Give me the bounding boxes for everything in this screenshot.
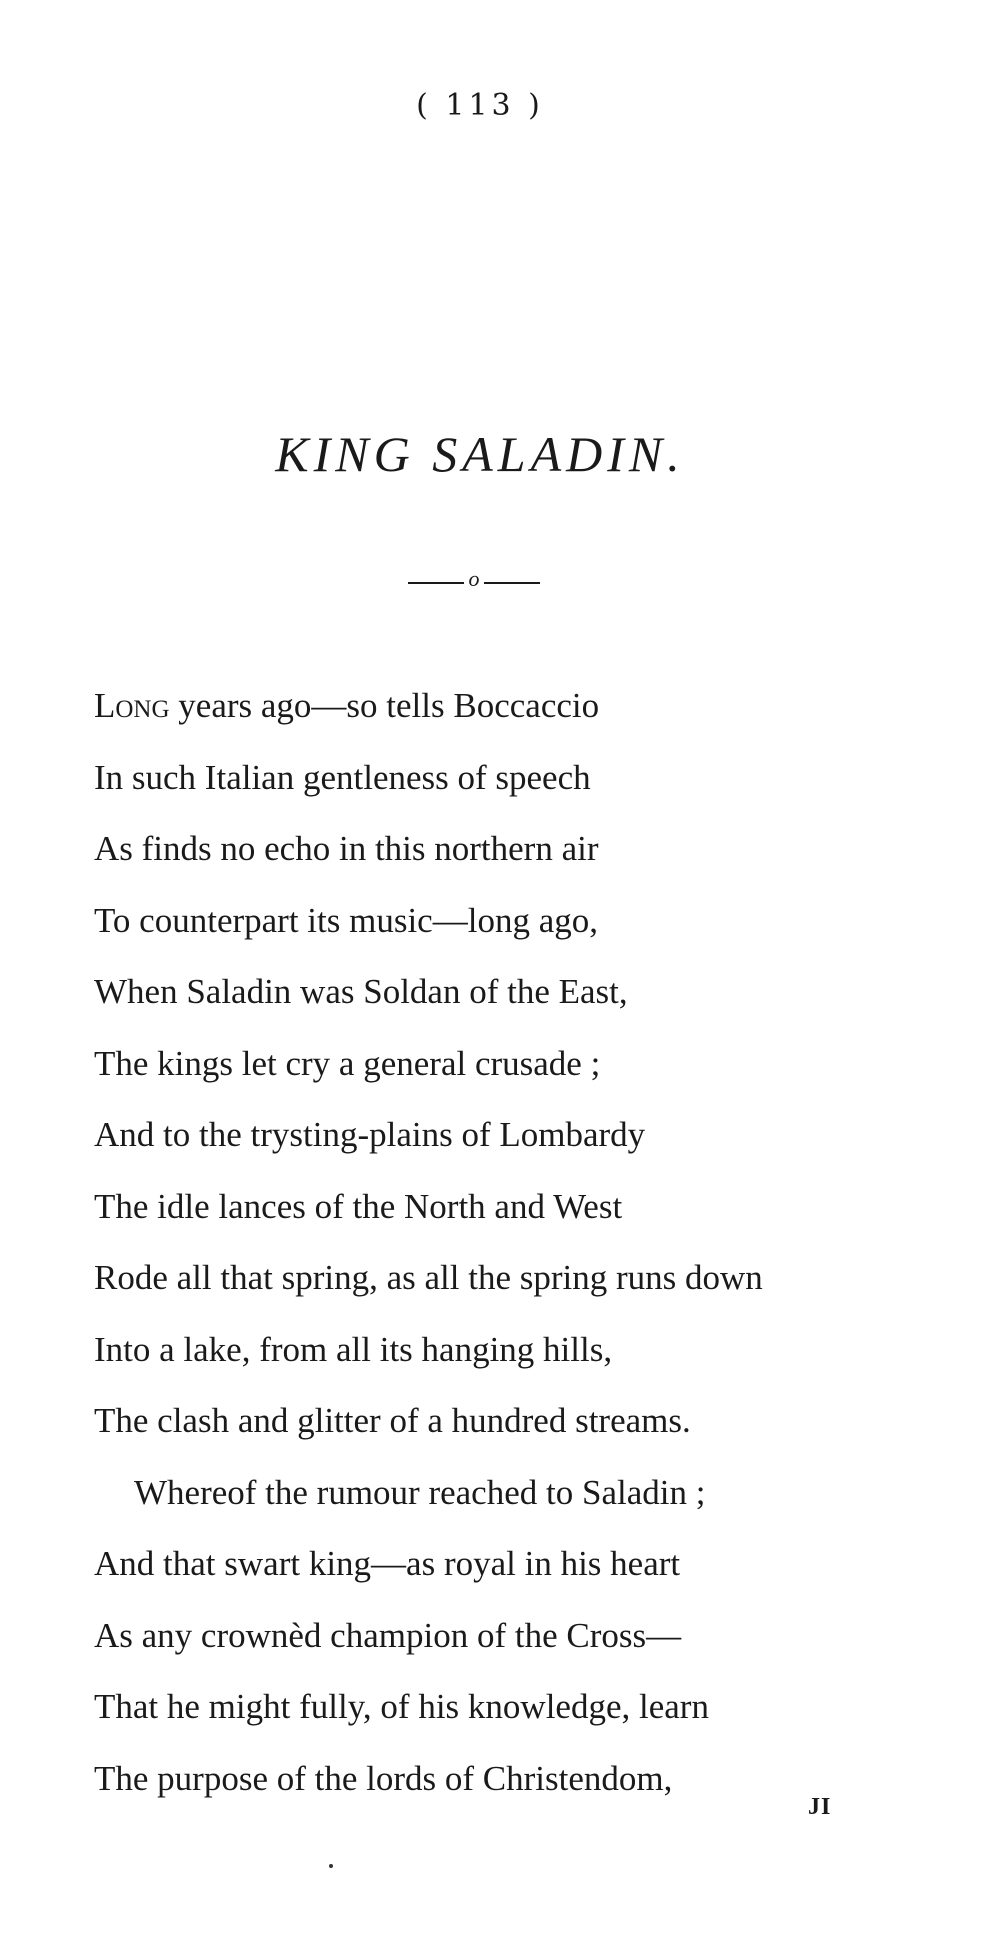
poem-line: As any crownèd champion of the Cross— [94, 1615, 682, 1655]
poem-line: And to the trysting-plains of Lombardy [94, 1115, 646, 1154]
poem-line: Into a lake, from all its hanging hills, [94, 1329, 613, 1369]
poem-line: The clash and glitter of a hundred streams. [94, 1401, 691, 1440]
ornament-mark: o [468, 566, 480, 591]
opening-word: Long [94, 686, 170, 725]
poem-line: In such Italian gentleness of speech [94, 757, 591, 797]
page-number: ( 113 ) [416, 88, 544, 123]
poem-body [94, 670, 974, 1814]
ornament-rule-right [484, 582, 540, 584]
signature-mark: JI [808, 1794, 832, 1820]
poem-line: Rode all that spring, as all the spring runs down [94, 1258, 763, 1297]
poem-line: The idle lances of the North and West [94, 1186, 623, 1226]
poem-line-1 [94, 670, 974, 742]
ink-speck [329, 1864, 333, 1868]
poem-line: When Saladin was Soldan of the East, [94, 972, 628, 1011]
poem-title: KING SALADIN. [275, 426, 685, 482]
poem-line: The kings let cry a general crusade ; [94, 1043, 601, 1083]
title-ornament [408, 566, 540, 592]
ornament-rule-left [408, 582, 464, 584]
poem-line-indented: Whereof the rumour reached to Saladin ; [134, 1472, 706, 1512]
poem-line: To counterpart its music—long ago, [94, 900, 598, 940]
poem-line: The purpose of the lords of Christendom, [94, 1758, 673, 1798]
poem-line-1-rest: years ago—so tells Boccaccio [169, 686, 600, 725]
poem-line: As finds no echo in this northern air [94, 829, 599, 868]
poem-line: That he might fully, of his knowledge, learn [94, 1687, 709, 1726]
poem-line: And that swart king—as royal in his heart [94, 1544, 681, 1583]
